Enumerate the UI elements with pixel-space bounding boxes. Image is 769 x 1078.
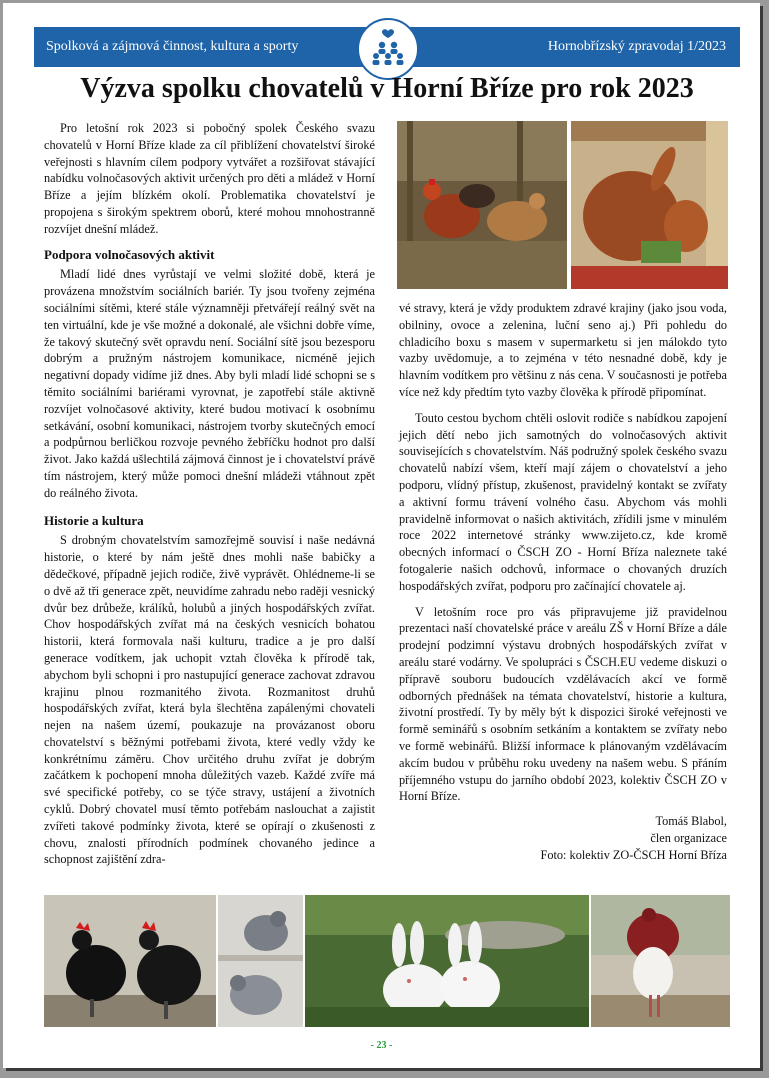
paragraph-history-continued: vé stravy, která je vždy produktem zdravé krajiny (jako jsou voda, obilniny, ovoce a zelenina, luční seno aj.) Při pohledu do chladicího boxu s masem v supermarketu si jen málokdo tyto vazby uvědomuje, a to zejména v této nesnadné době, kdy je hlavním vodítkem pro většinu z nás cena. V současnosti je potřeba více než kdy předtím tyto vazby člověka k přírodě připomínat. <box>399 301 727 399</box>
right-column <box>399 300 727 864</box>
heading-history: Historie a kultura <box>44 512 144 528</box>
author-role: člen organizace <box>650 830 727 845</box>
magazine-issue: Hornobřízský zpravodaj 1/2023 <box>547 39 726 54</box>
newsletter-page <box>3 3 760 1068</box>
photo-pouter-pigeon <box>591 895 730 1027</box>
page-number: - 23 - <box>370 1040 393 1051</box>
photo-black-roosters <box>44 895 216 1027</box>
left-column <box>44 120 375 868</box>
photo-rabbits-in-hutch <box>571 121 728 289</box>
photo-white-rabbits <box>305 895 589 1027</box>
article-title: Výzva spolku chovatelů v Horní Bříze pro rok 2023 <box>80 73 694 104</box>
photo-chickens <box>397 121 567 289</box>
author-name: Tomáš Blabol, <box>655 814 727 829</box>
paragraph-plans: V letošním roce pro vás připravujeme již pravidelnou prezentaci naší chovatelské práce v areálu ZŠ v Horní Bříze a dále prodejní podzimní výstavu drobných hospodářských zvířat v areálu staré vodárny. Ve spolupráci s ČSCH.EU vedeme diskuzi o přípravě souboru budoucích vzdělávacích akcí ve formě odborných přednášek na témata chovatelství, historie a kultura, životní prostředí. Ty by měly být k dispozici široké veřejnosti ve formě seminářů s osobním setkáním a kontaktem se zvířaty nebo ve formě webinářů. Bližší informace k plánovaným vzdělávacím akcím budou v průběhu roku uvedeny na našem webu. S přáním příjemného vstupu do jarního období 2023, kolektiv ČSCH ZO v Horní Bříze. <box>399 604 727 804</box>
photo-credit: Foto: kolektiv ZO-ČSCH Horní Bříza <box>540 847 727 862</box>
heading-free-time: Podpora volnočasových aktivit <box>44 246 215 262</box>
paragraph-history: S drobným chovatelstvím samozřejmě souvisí i naše nedávná historie, o které by nám ještě dnes mohli naše babičky a dědečkové, případně jejich rodiče, živě vyprávět. Ohlédneme-li se o dvě až tři generace zpět, neuvidíme zahradu nebo raději vesnický dvůr bez drůbeže, králíků, holubů a jiných hospodářských zvířat. Chov hospodářských zvířat má na českých vesnicích bohatou historii, která formovala naši kulturu, tradice a je pro další generace vodítkem, jak uchopit vztah člověka k přírodě tak, abychom byli schopni i pro nastupující generace zachovat zdravou krajinu plnou rozmanitého života. Rozmanitost druhů hospodářských zvířat, která byla šlechtěna zapálenými chovateli nejen na našem území, poukazuje na provázanost oboru chovatelství s běžnými potřebami života, které vedly vždy ke konkrétnímu záměru. Chov určitého druhu zvířat je dobrým začátkem k pochopení mnoha důležitých vazeb. Každé zvíře má své specifické potřeby, co se týče stravy, ustájení a životních cyklů. Dobrý chovatel musí těmto potřebám naslouchat a zajistit zvířeti takové podmínky života, které se opírají o zkušenosti z chovu, znalosti přírodních podmínek chovaného jedince a schopnost zajištění zdra- <box>44 533 375 867</box>
intro-paragraph: Pro letošní rok 2023 si pobočný spolek Českého svazu chovatelů v Horní Bříze klade za cíl přiblížení chovatelství široké veřejnosti s hlavním cílem podpory vytvářet a rozšiřovat stávající nabídku volnočasových aktivit určených pro děti a mládež v Horní Bříze a jejím blízkém okolí. Problematika chovatelství je propojena s širokým spektrem oborů, které mohou mnohostranně rozvíjet dnešní mládež. <box>44 121 375 236</box>
paragraph-invitation: Touto cestou bychom chtěli oslovit rodiče s nabídkou zapojení jejich dětí nebo jich samotných do volnočasových aktivit souvisejících s chovatelstvím. Náš podružný spolek českého svazu chovatelů nabízí všem, kteří mají zájem o chovatelství a jeho podporu, vlídný přístup, zkušenost, pravidelný kontakt se zvířaty a aktivní formu trávení volného času. Abychom vás mohli pravidelně informovat o našich aktivitách, zřídili jsme v minulém roce 2022 internetové stránky www.zijeto.cz, kde kromě obecných informací o ČSCH ZO - Horní Bříza naleznete také fotogalerie našich odchovů, informace o chovaných druzích hospodářských zvířat, podporu pro začínající chovatele aj. <box>399 410 727 593</box>
people-community-logo-icon <box>357 18 419 80</box>
section-title: Spolková a zájmová činnost, kultura a sporty <box>46 39 299 54</box>
photo-pigeons <box>218 895 303 1027</box>
paragraph-free-time: Mladí lidé dnes vyrůstají ve velmi složité době, která je provázena množstvím sociálních bariér. Ty jsou tvořeny zejména sociálními sítěmi, které stále významněji přetvářejí reálný svět na ten virtuální, kde je vše možné a dokonalé, ale všichni dobře víme, že takový skutečný svět opravdu není. Sociální sítě jsou bezesporu dobrým a pružným nástrojem komunikace, nicméně jejich negativní dopady vidíme již dnes. Aby byli mladí lidé schopni se s těmito sociálními bariérami vyrovnat, je zapotřebí stále aktivně rozvíjet volnočasové aktivity, které budou motivací k osobnímu setkávání, osobní komunikaci, nástrojem tvorby skutečných emocí a podpůrnou berličkou rozvoje pevného žebříčku hodnot pro další život. Jako každá ušlechtilá zájmová činnost je i chovatelství právě tím nástrojem, který může pomoci dnešní mládeži vtáhnout zpět do reálného života. <box>44 267 375 500</box>
